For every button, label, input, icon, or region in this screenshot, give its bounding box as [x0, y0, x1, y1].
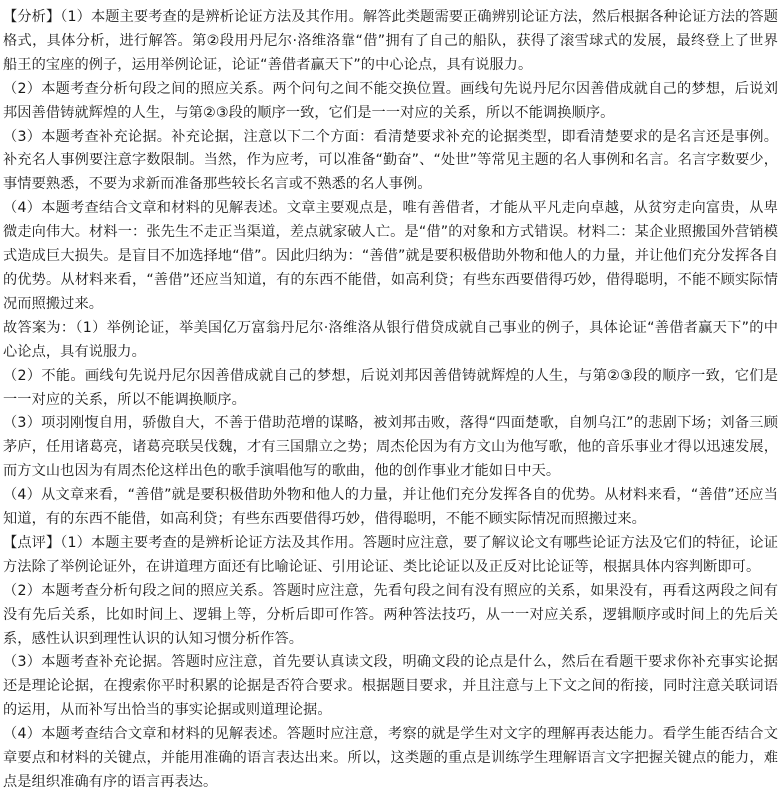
- analysis-tag: 【分析】: [3, 9, 61, 25]
- comment-paragraph-4: （4）本题考查结合文章和材料的见解表述。答题时应注意，考察的就是学生对文字的理解再表达能力。看学生能否结合文章要点和材料的关键点，并能用准确的语言表达出来。所以，这类题的重点是训练学生理解语言文字把握关键点的能力，难点是组织准确有序的语言再表达。: [3, 726, 778, 790]
- comment-tag: 【点评】: [3, 534, 61, 551]
- answer-paragraph-3: （3）项羽刚愎自用，骄傲自大，不善于借助范增的谋略，被刘邦击败，落得“四面楚歌，自刎乌江”的悲剧下场；刘备三顾茅庐，任用诸葛亮，诸葛亮联吴伐魏，才有三国鼎立之势；周杰伦因为有方文山为他写歌，他的音乐事业才得以迅速发展，而方文山也因为有周杰伦这样出色的歌手演唱他写的歌曲，他的创作事业才能如日中天。: [3, 415, 778, 480]
- answer-paragraph-2: （2）不能。画线句先说丹尼尔因善借成就自己的梦想，后说刘邦因善借铸就辉煌的人生，与第②③段的顺序一致，它们是一一对应的关系，所以不能调换顺序。: [3, 367, 778, 408]
- comment-paragraph-2: （2）本题考查分析句段之间的照应关系。答题时应注意，先看句段之间有没有照应的关系，如果没有，再看这两段之间有没有先后关系，比如时间上、逻辑上等，分析后即可作答。两种答法技巧，从一一对应关系，逻辑顺序或时间上的先后关系，感性认识到理性认识的认知习惯分析作答。: [3, 582, 778, 647]
- analysis-paragraph-3: （3）本题考查补充论据。补充论据，注意以下二个方面：看清楚要求补充的论据类型，即看清楚要求的是名言还是事例。补充名人事例要注意字数限制。当然，作为应考，可以准备“勤奋”、“处世”等常见主题的名人事例和名言。名言字数要少，事情要熟悉，不要为求新而准备那些较长名言或不熟悉的名人事例。: [3, 128, 778, 193]
- comment-paragraph-1: [3, 532, 778, 580]
- comment-text-1: （1）本题主要考查的是辨析论证方法及其作用。答题时应注意，要了解议论文有哪些论证方法及它们的特征，论证方法除了举例论证外，在讲道理方面还有比喻论证、引用论证、类比论证以及正反对比论证等，根据具体内容判断即可。: [3, 534, 779, 575]
- answer-paragraph-4: （4）从文章来看，“善借”就是要积极借助外物和他人的力量，并让他们充分发挥各自的优势。从材料来看，“善借”还应当知道，有的东西不能借，如高利贷；有些东西要借得巧妙，借得聪明，不能不顾实际情况而照搬过来。: [3, 487, 778, 528]
- analysis-paragraph-4: （4）本题考查结合文章和材料的见解表述。文章主要观点是，唯有善借者，才能从平凡走向卓越，从贫穷走向富贵，从卑微走向伟大。材料一：张先生不走正当渠道，差点就家破人亡。是“借”的对象和方式错误。材料二：某企业照搬国外营销模式造成巨大损失。是盲目不加选择地“借”。因此归纳为：“善借”就是要积极借助外物和他人的力量，并让他们充分发挥各自的优势。从材料来看，“善借”还应当知道，有的东西不能借，如高利贷；有些东西要借得巧妙，借得聪明，不能不顾实际情况而照搬过来。: [3, 200, 778, 312]
- analysis-text-1: （1）本题主要考查的是辨析论证方法及其作用。解答此类题需要正确辨别论证方法，然后根据各种论证方法的答题格式，具体分析，进行解答。第②段用丹尼尔·洛维洛靠“借”拥有了自己的船队，获得了滚雪球式的发展，最终登上了世界船王的宝座的例子，运用举例论证，论证“善借者赢天下”的中心论点，具有说服力。: [3, 9, 779, 73]
- comment-paragraph-3: （3）本题考查补充论据。答题时应注意，首先要认真读文段，明确文段的论点是什么，然后在看题干要求你补充事实论据还是理论论据，在搜索你平时积累的论据是否符合要求。根据题目要求，并且注意与上下文之间的衔接，同时注意关联词语的运用，从而补写出恰当的事实论据或则道理论据。: [3, 654, 778, 719]
- answer-paragraph-1: 故答案为：（1）举例论证，举美国亿万富翁丹尼尔·洛维洛从银行借贷成就自己事业的例子，具体论证“善借者赢天下”的中心论点，具有说服力。: [3, 319, 778, 360]
- analysis-paragraph-2: （2）本题考查分析句段之间的照应关系。两个问句之间不能交换位置。画线句先说丹尼尔因善借成就自己的梦想，后说刘邦因善借铸就辉煌的人生，与第②③段的顺序一致，它们是一一对应的关系，所以不能调换顺序。: [3, 80, 778, 121]
- analysis-paragraph-1: [3, 6, 778, 78]
